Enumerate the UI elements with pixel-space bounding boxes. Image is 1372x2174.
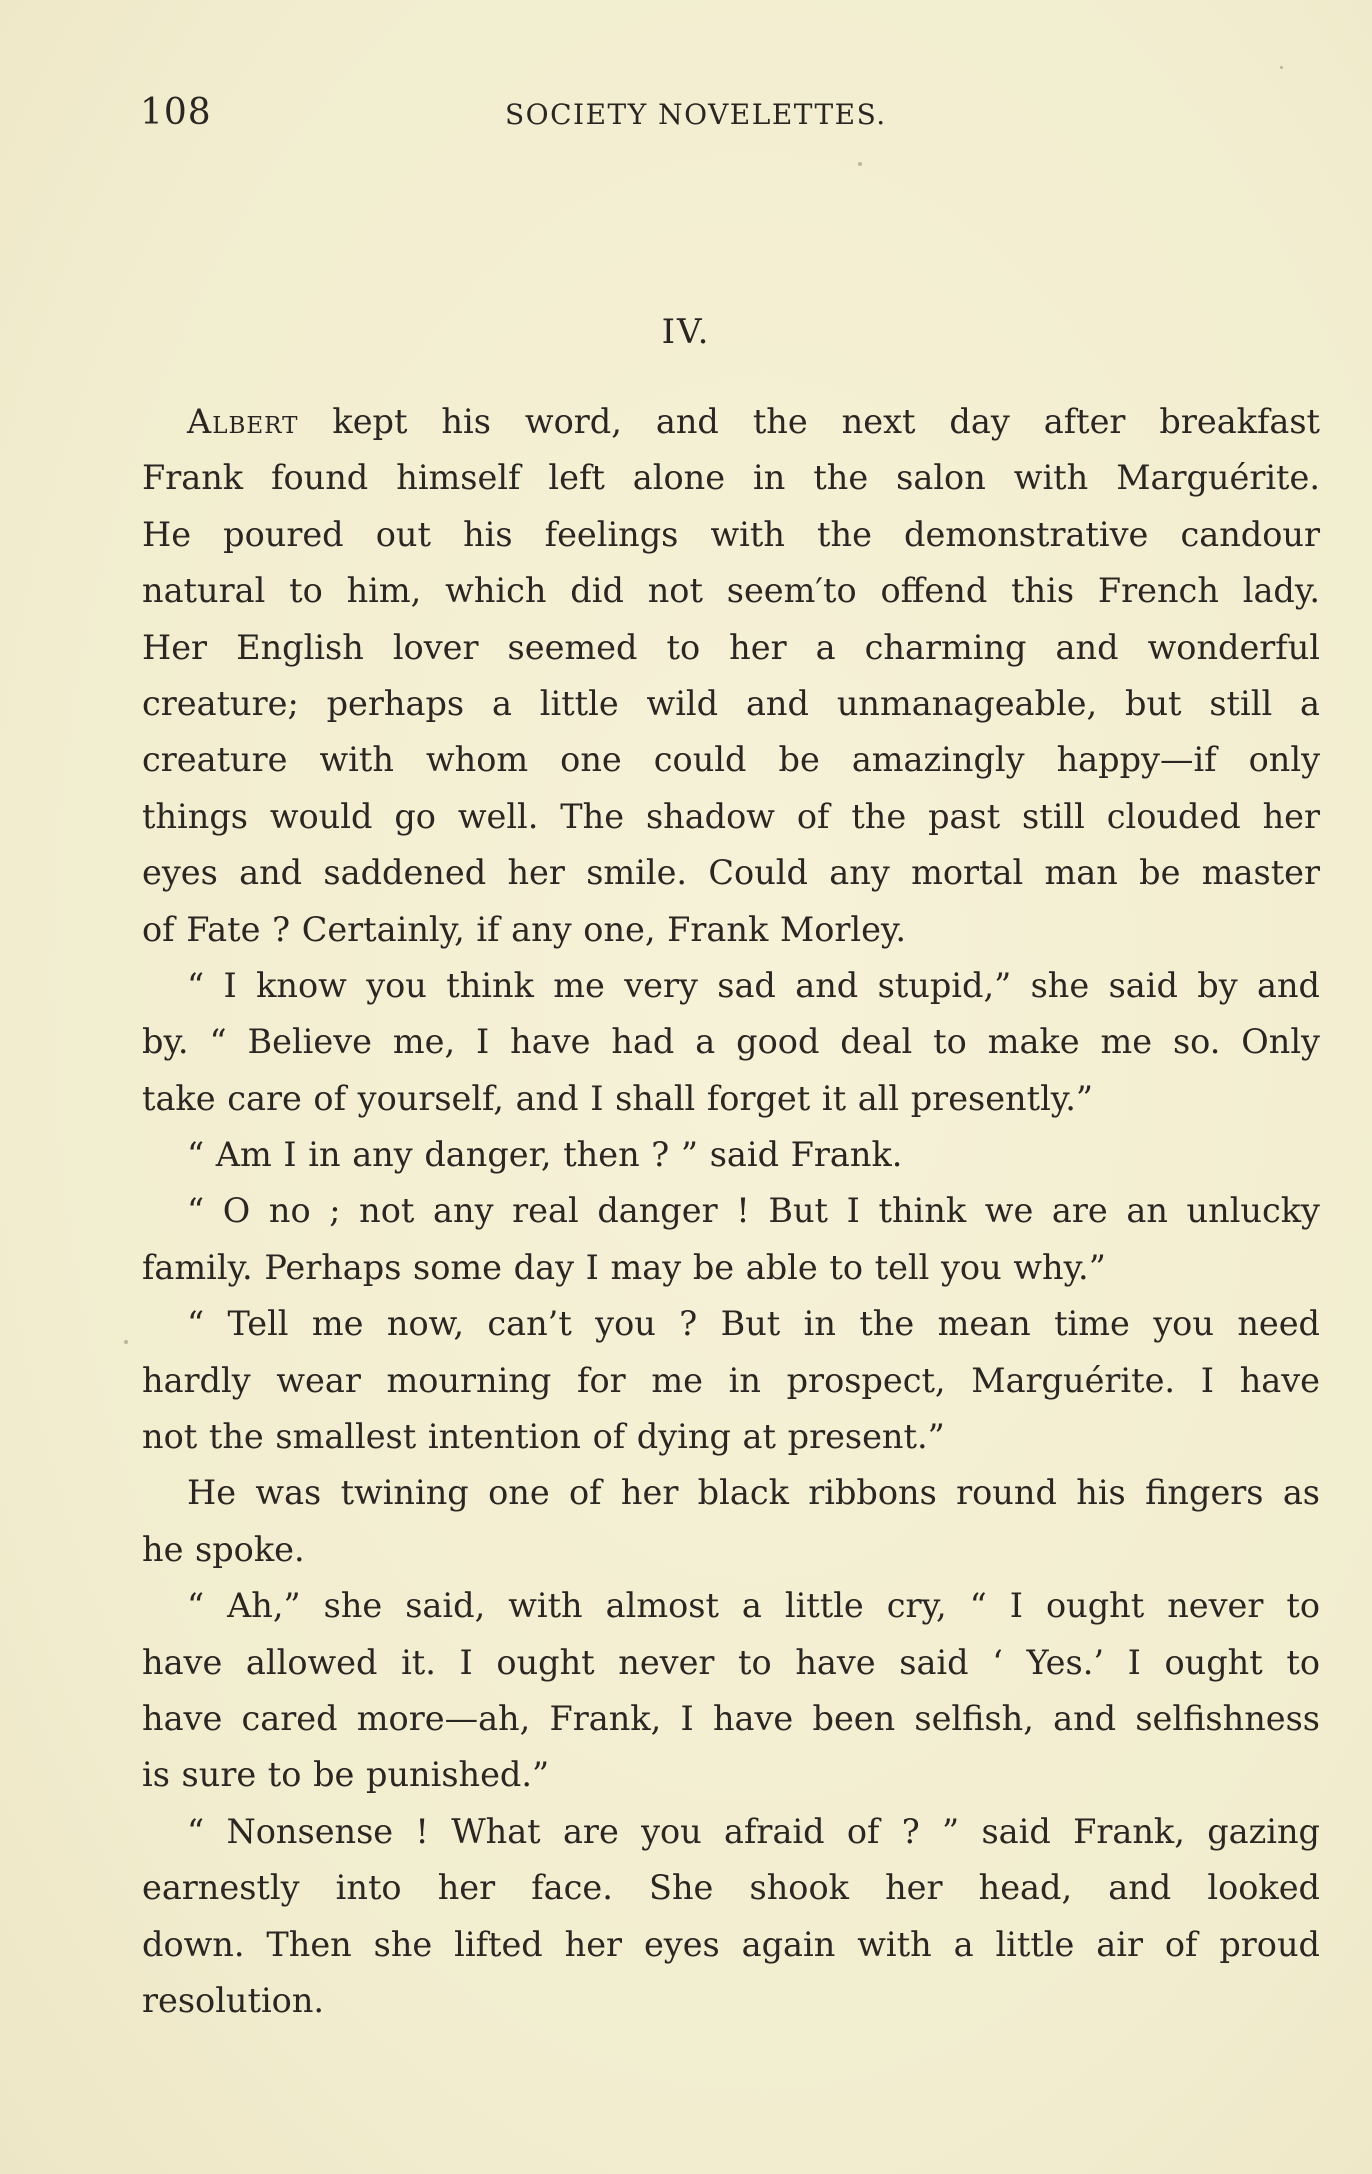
text-line: “ Tell me now, can’t you ? But in the mean time you need xyxy=(187,1304,1320,1344)
page-number: 108 xyxy=(140,92,212,133)
text-line: is sure to be punished.” xyxy=(142,1755,550,1795)
text-line: family. Perhaps some day I may be able to tell you why.” xyxy=(142,1247,1106,1287)
text-line: by. “ Believe me, I have had a good deal to make me so. Only xyxy=(142,1022,1320,1062)
running-title: SOCIETY NOVELETTES. xyxy=(505,98,887,131)
text-line: have cared more—ah, Frank, I have been selfish, and selfishness xyxy=(142,1698,1320,1738)
paper-speck xyxy=(124,1340,128,1344)
text-line: things would go well. The shadow of the past still clouded her xyxy=(142,796,1320,836)
text-line: take care of yourself, and I shall forget it all presently.” xyxy=(142,1078,1094,1118)
text-line: “ I know you think me very sad and stupid,” she said by and xyxy=(187,965,1320,1005)
text-line: “ Am I in any danger, then ? ” said Frank. xyxy=(187,1135,903,1175)
running-head xyxy=(140,92,1330,142)
text-line: eyes and saddened her smile. Could any mortal man be master xyxy=(142,853,1320,893)
text-line: of Fate ? Certainly, if any one, Frank Morley. xyxy=(142,909,907,949)
text-line: “ Nonsense ! What are you afraid of ? ” said Frank, gazing xyxy=(187,1811,1320,1851)
text-line: have allowed it. I ought never to have said ‘ Yes.’ I ought to xyxy=(142,1642,1320,1682)
text-line: not the smallest intention of dying at present.” xyxy=(142,1417,945,1457)
text-line: earnestly into her face. She shook her head, and looked xyxy=(142,1868,1320,1908)
text-line: natural to him, which did not seem′to offend this French lady. xyxy=(142,571,1320,611)
text-line: resolution. xyxy=(142,1980,325,2020)
paper-speck xyxy=(1280,66,1283,69)
text-line: He was twining one of her black ribbons round his fingers as xyxy=(187,1473,1320,1513)
text-line: down. Then she lifted her eyes again with a little air of proud xyxy=(142,1924,1320,1964)
text-line: Albert kept his word, and the next day after breakfast xyxy=(187,402,1320,441)
drop-word: Albert xyxy=(187,402,299,441)
text-line: creature with whom one could be amazingly happy—if only xyxy=(142,740,1320,780)
text-line: Frank found himself left alone in the salon with Marguérite. xyxy=(142,458,1320,498)
body-text xyxy=(142,394,1320,2029)
text-line: he spoke. xyxy=(142,1529,305,1569)
text-line: creature; perhaps a little wild and unmanageable, but still a xyxy=(142,683,1320,723)
text-line: hardly wear mourning for me in prospect, Marguérite. I have xyxy=(142,1360,1320,1400)
text-line: He poured out his feelings with the demonstrative candour xyxy=(142,514,1320,554)
chapter-heading: IV. xyxy=(661,312,711,352)
text-line: Her English lover seemed to her a charming and wonderful xyxy=(142,627,1320,667)
text-line: “ O no ; not any real danger ! But I think we are an unlucky xyxy=(187,1191,1320,1231)
paper-speck xyxy=(858,162,862,166)
text-line: “ Ah,” she said, with almost a little cry, “ I ought never to xyxy=(187,1586,1320,1626)
